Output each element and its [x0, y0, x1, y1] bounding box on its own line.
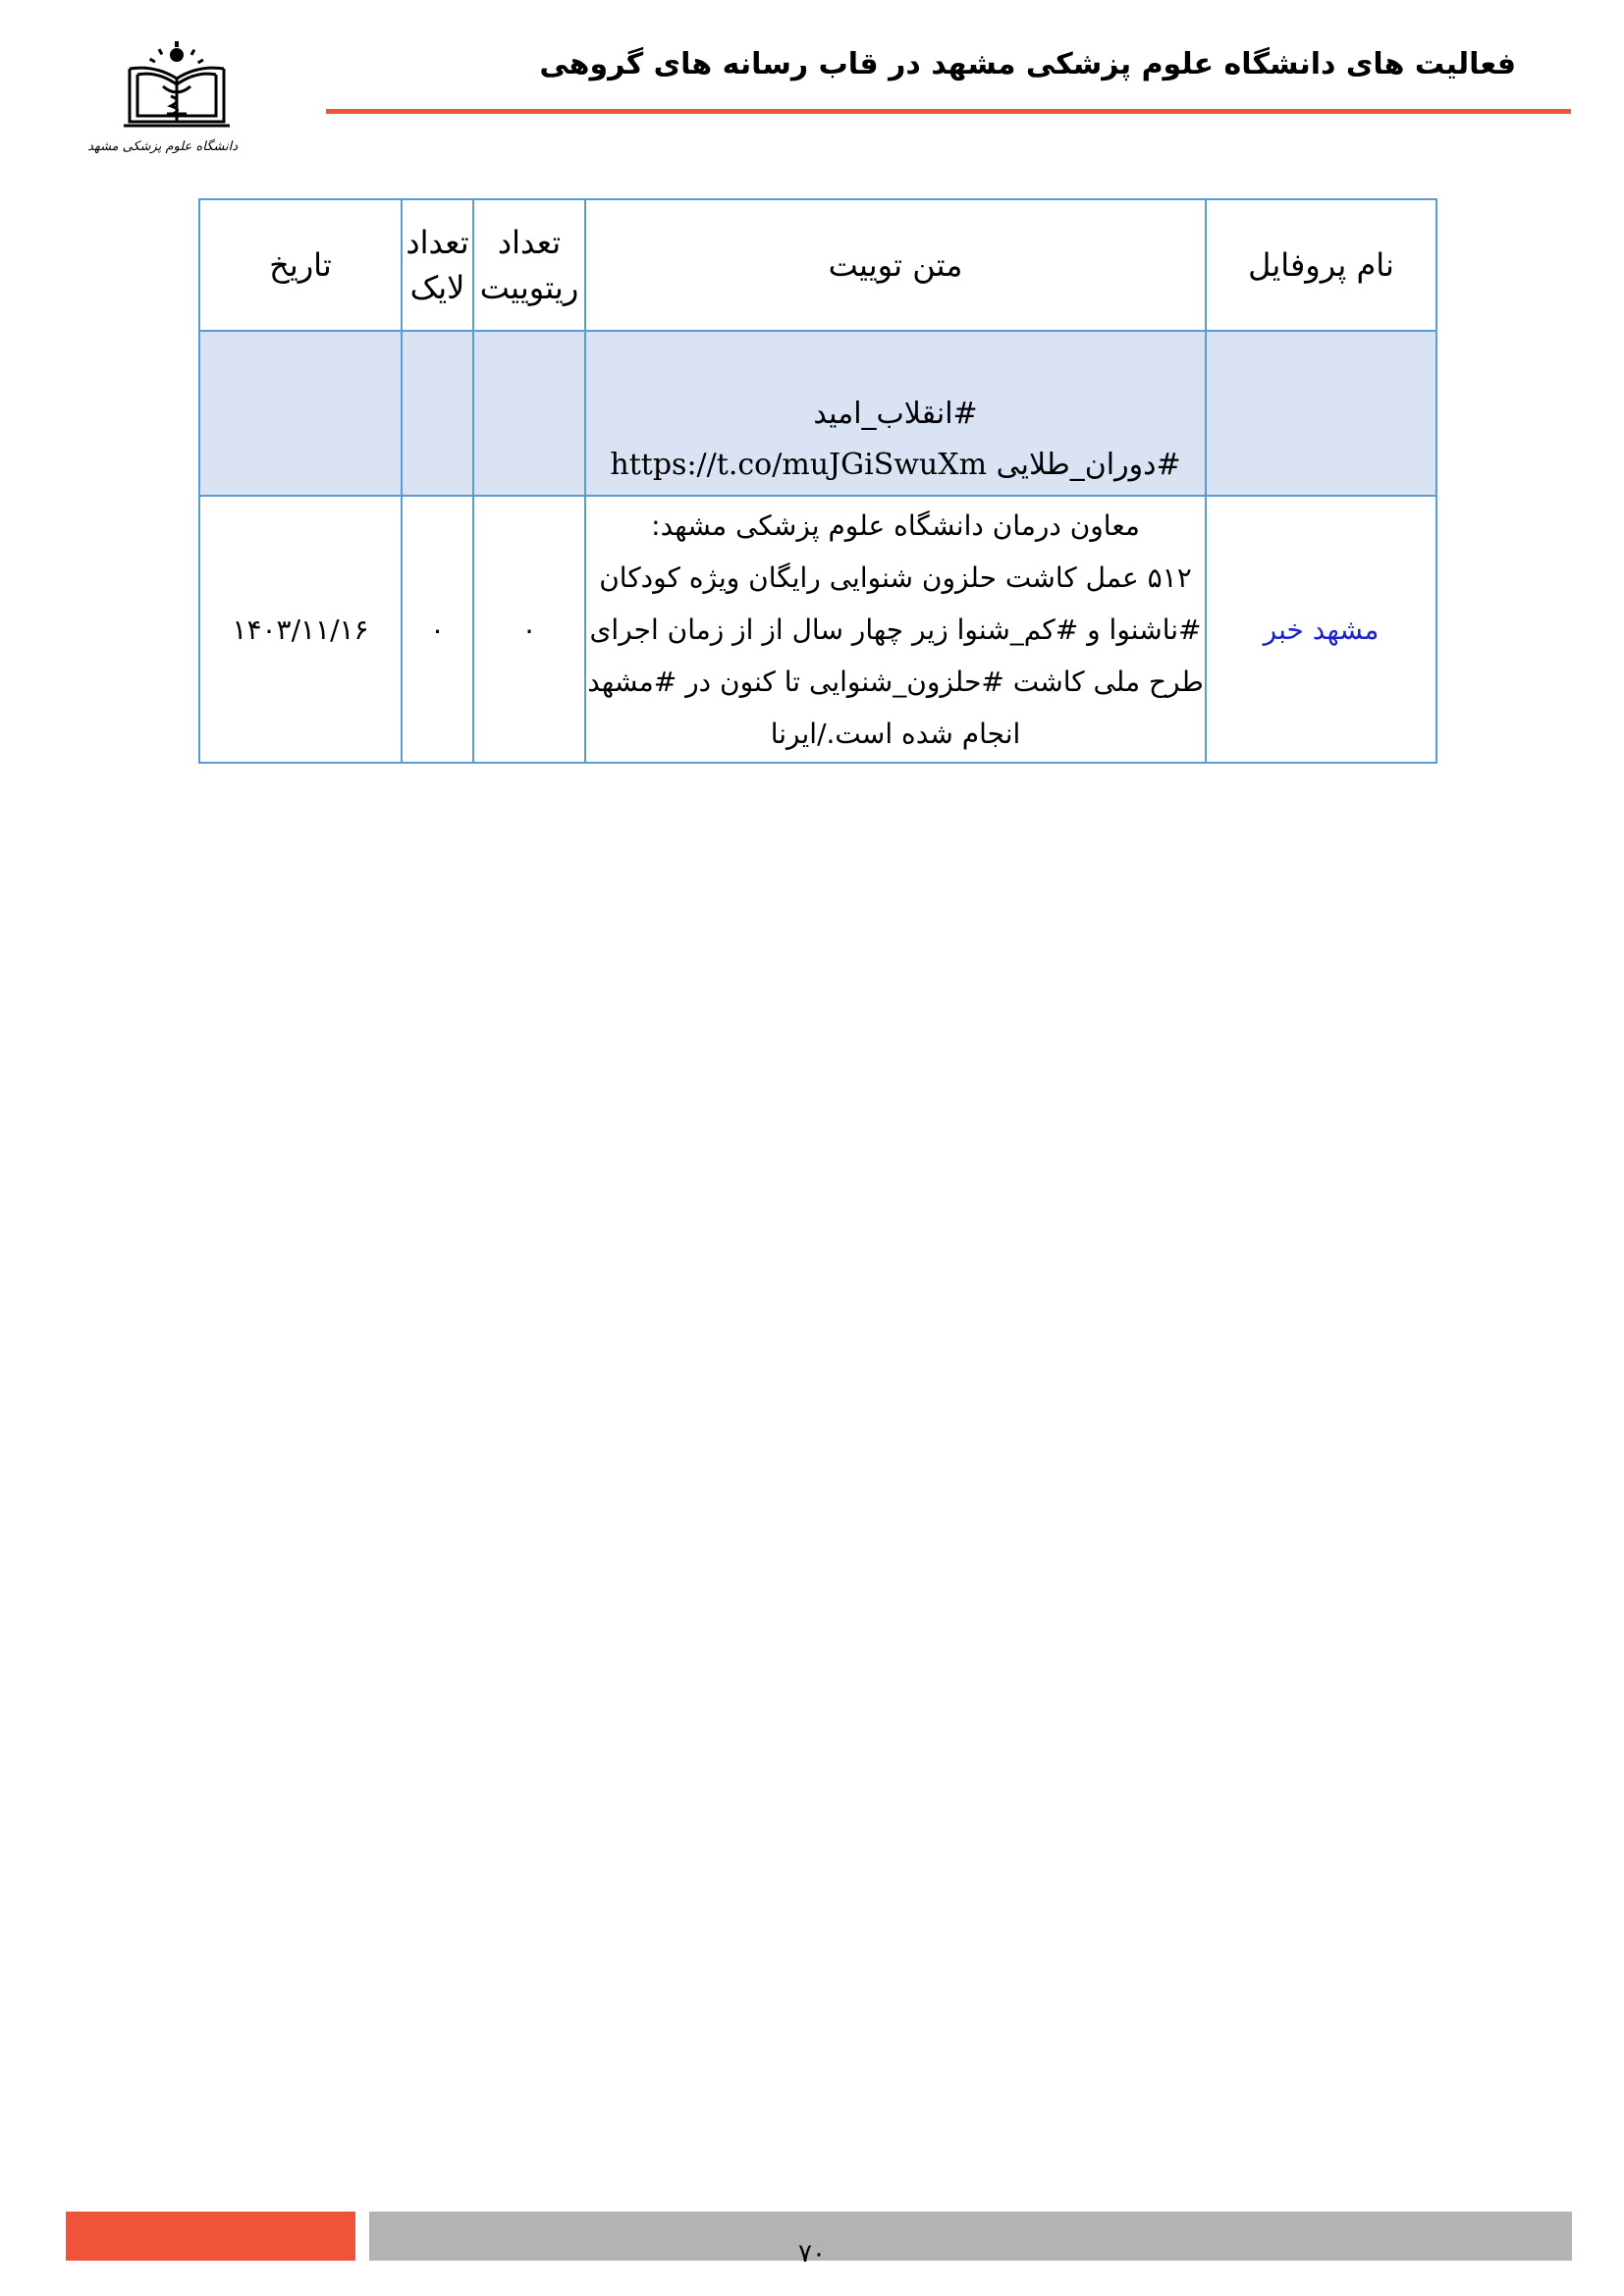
tweet-text-line: ۵۱۲ عمل کاشت حلزون شنوایی رایگان ویژه کودکان [599, 561, 1192, 594]
page-title: فعالیت های دانشگاه علوم پزشکی مشهد در قاب رسانه های گروهی [539, 47, 1516, 81]
tweet-hashtag[interactable]: #دوران_طلایی [996, 448, 1181, 482]
tweet-text-cell [585, 496, 1206, 763]
like-count-cell: ۰ [402, 496, 473, 763]
column-header-retweets: تعداد ریتوییت [473, 199, 585, 331]
tweet-link[interactable]: https://t.co/muJGiSwuXm [610, 448, 988, 482]
column-header-tweet-text: متن توییت [585, 199, 1206, 331]
like-count-cell [402, 331, 473, 496]
footer-bar [369, 2212, 1572, 2261]
date-cell: ۱۴۰۳/۱۱/۱۶ [199, 496, 402, 763]
header-divider [326, 109, 1571, 114]
table-row [199, 331, 1436, 496]
university-emblem-icon [116, 39, 238, 137]
column-header-profile: نام پروفایل [1206, 199, 1436, 331]
tweet-text-line: #ناشنوا و #کم_شنوا زیر چهار سال از از زمان اجرای [589, 613, 1202, 646]
tweet-text-line: #انقلاب_امید [813, 397, 978, 431]
university-logo [87, 39, 238, 163]
page-number: ۷۰ [798, 2239, 826, 2269]
tweet-text-cell [585, 331, 1206, 496]
profile-cell: مشهد خبر [1206, 496, 1436, 763]
retweet-count-cell: ۰ [473, 496, 585, 763]
tweet-text-line [586, 440, 1205, 491]
logo-caption: دانشگاه علوم پزشکی مشهد [87, 139, 238, 154]
tweet-text-line: طرح ملی کاشت #حلزون_شنوایی تا کنون در #مشهد [587, 665, 1204, 698]
date-cell [199, 331, 402, 496]
footer-accent-bar [66, 2212, 355, 2261]
profile-cell [1206, 331, 1436, 496]
table-row [199, 496, 1436, 763]
table-header-row [199, 199, 1436, 331]
tweets-table [198, 198, 1437, 764]
column-header-likes: تعداد لایک [402, 199, 473, 331]
retweet-count-cell [473, 331, 585, 496]
tweet-text-line: انجام شده است./ایرنا [770, 717, 1021, 750]
column-header-date: تاریخ [199, 199, 402, 331]
tweet-text-line: معاون درمان دانشگاه علوم پزشکی مشهد: [651, 508, 1140, 542]
